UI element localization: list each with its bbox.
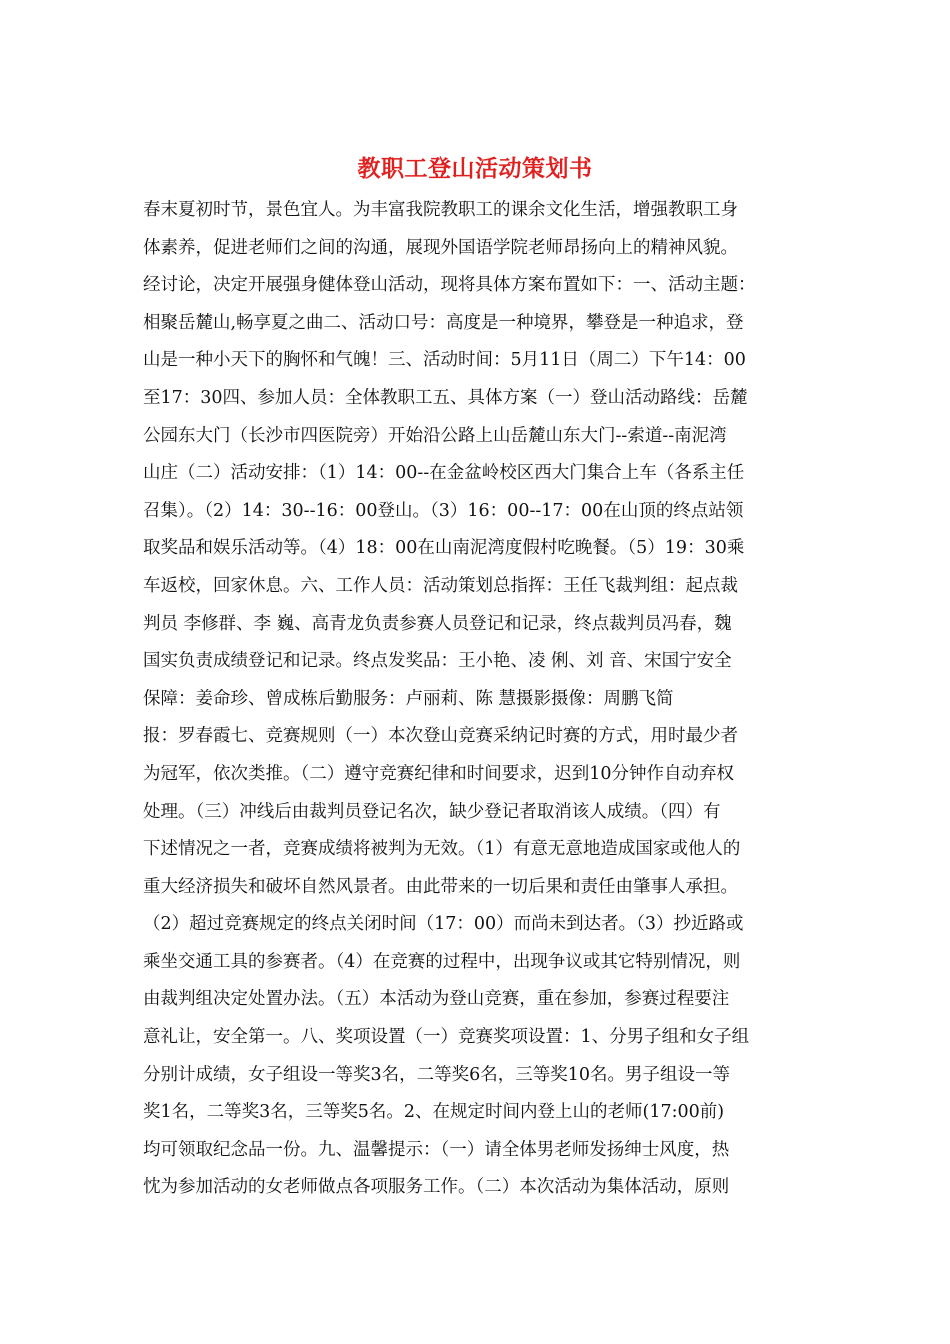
body-line-8: 山庄（二）活动安排：（1）14：00--在金盆岭校区西大门集合上车（各系主任 <box>143 463 745 484</box>
body-line-24: 分别计成绩，女子组设一等奖3名，二等奖6名，三等奖10名。男子组设一等 <box>143 1064 731 1085</box>
body-line-17: 处理。（三）冲线后由裁判员登记名次，缺少登记者取消该人成绩。（四）有 <box>143 801 721 822</box>
document-body <box>143 192 813 1207</box>
body-line-22: 由裁判组决定处置办法。（五）本活动为登山竞赛，重在参加，参赛过程要注 <box>143 989 730 1010</box>
body-line-14: 保障：姜命珍、曾成栋后勤服务：卢丽莉、陈 慧摄影摄像：周鹏飞简 <box>143 688 674 709</box>
body-line-16: 为冠军，依次类推。（二）遵守竞赛纪律和时间要求，迟到10分钟作自动弃权 <box>143 763 735 784</box>
body-line-4: 相聚岳麓山,畅享夏之曲二、活动口号：高度是一种境界，攀登是一种追求，登 <box>143 312 744 333</box>
body-line-19: 重大经济损失和破坏自然风景者。由此带来的一切后果和责任由肇事人承担。 <box>143 876 738 897</box>
body-line-20: （2）超过竞赛规定的终点关闭时间（17：00）而尚未到达者。（3）抄近路或 <box>143 914 744 935</box>
document-title: 教职工登山活动策划书 <box>357 155 593 182</box>
body-line-11: 车返校，回家休息。六、工作人员：活动策划总指挥：王任飞裁判组：起点裁 <box>143 575 738 596</box>
body-line-25: 奖1名，二等奖3名，三等奖5名。2、在规定时间内登上山的老师(17:00前) <box>143 1102 725 1123</box>
body-line-18: 下述情况之一者，竞赛成绩将被判为无效。（1）有意无意地造成国家或他人的 <box>143 839 741 860</box>
body-line-5: 山是一种小天下的胸怀和气魄！三、活动时间：5月11日（周二）下午14：00 <box>143 350 746 371</box>
body-line-21: 乘坐交通工具的参赛者。（4）在竞赛的过程中，出现争议或其它特别情况，则 <box>143 951 741 972</box>
body-line-13: 国实负责成绩登记和记录。终点发奖品：王小艳、凌 俐、刘 音、宋国宁安全 <box>143 651 732 672</box>
body-line-6: 至17：30四、参加人员：全体教职工五、具体方案（一）登山活动路线：岳麓 <box>143 387 748 408</box>
body-line-2: 体素养，促进老师们之间的沟通，展现外国语学院老师昂扬向上的精神风貌。 <box>143 237 738 258</box>
body-line-1: 春末夏初时节，景色宜人。为丰富我院教职工的课余文化生活，增强教职工身 <box>143 200 738 220</box>
body-line-9: 召集）。（2）14：30--16：00登山。（3）16：00--17：00在山顶的终点站领 <box>143 500 744 521</box>
body-line-12: 判员 李修群、李 巍、高青龙负责参赛人员登记和记录，终点裁判员冯春，魏 <box>143 613 732 634</box>
body-line-15: 报：罗春霞七、竞赛规则（一）本次登山竞赛采纳记时赛的方式，用时最少者 <box>143 726 738 747</box>
body-line-7: 公园东大门（长沙市四医院旁）开始沿公路上山岳麓山东大门--索道--南泥湾 <box>143 425 727 446</box>
body-line-10: 取奖品和娱乐活动等。（4）18：00在山南泥湾度假村吃晚餐。（5）19：30乘 <box>143 538 745 559</box>
body-line-23: 意礼让，安全第一。八、奖项设置（一）竞赛奖项设置：1、分男子组和女子组 <box>143 1027 750 1048</box>
body-line-26: 均可领取纪念品一份。九、温馨提示：（一）请全体男老师发扬绅士风度，热 <box>143 1139 730 1160</box>
body-line-3: 经讨论，决定开展强身健体登山活动，现将具体方案布置如下：一、活动主题： <box>143 275 756 296</box>
body-line-27: 忱为参加活动的女老师做点各项服务工作。（二）本次活动为集体活动，原则 <box>143 1177 730 1198</box>
